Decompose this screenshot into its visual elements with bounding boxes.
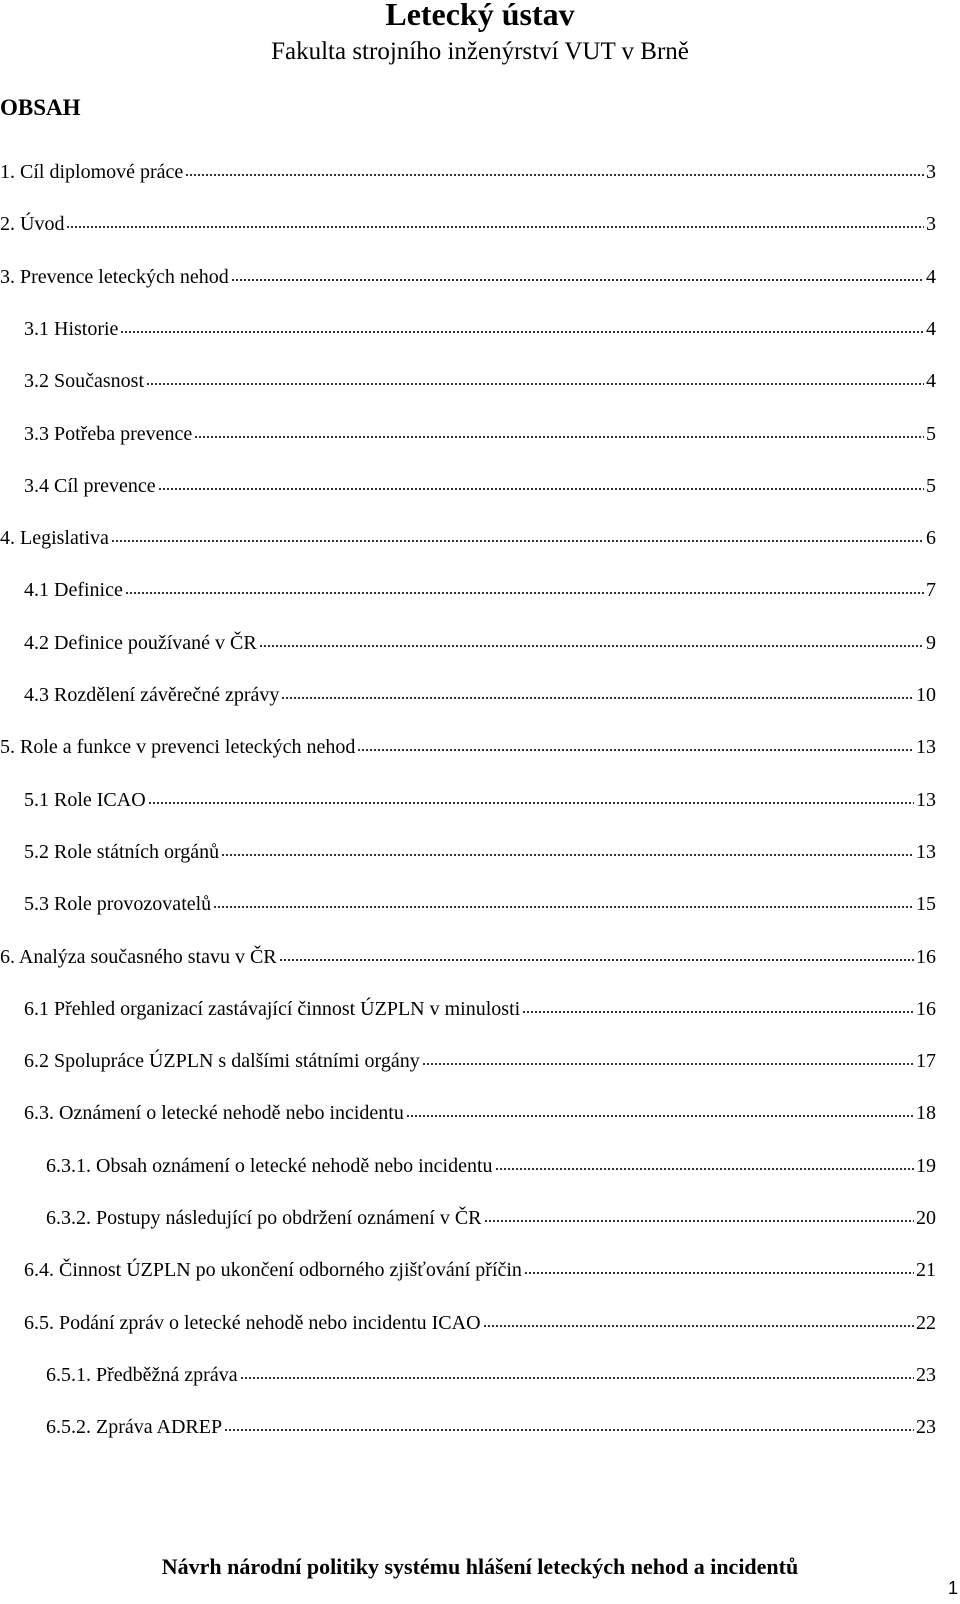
toc-entry-label: 4. Legislativa	[0, 527, 109, 550]
toc-entry-page: 16	[916, 997, 936, 1020]
toc-entry-page: 7	[926, 579, 936, 602]
toc-entry-label: 3.3 Potřeba prevence	[24, 422, 193, 445]
toc-entry-label: 6.3. Oznámení o letecké nehodě nebo incidentu	[24, 1102, 404, 1125]
toc-entry-label: 4.1 Definice	[24, 579, 123, 602]
toc-entry-label: 6.2 Spolupráce ÚZPLN s dalšími státními orgány	[24, 1050, 420, 1073]
toc-entry[interactable]	[24, 786, 936, 813]
toc-entry[interactable]	[24, 995, 936, 1022]
toc-entry-label: 6.3.1. Obsah oznámení o letecké nehodě nebo incidentu	[46, 1154, 493, 1177]
toc-entry-page: 17	[916, 1050, 936, 1073]
page-footer	[0, 1553, 960, 1604]
toc-entry-label: 5.1 Role ICAO	[24, 788, 146, 811]
toc-entry-label: 5. Role a funkce v prevenci leteckých nehod	[0, 736, 356, 759]
toc-entry[interactable]	[24, 1099, 936, 1126]
contents-heading: OBSAH	[0, 95, 81, 120]
toc-entry[interactable]	[46, 1152, 936, 1179]
toc-entry[interactable]	[24, 681, 936, 708]
dot-leader	[522, 995, 914, 1015]
toc-entry[interactable]	[24, 420, 936, 447]
toc-entry[interactable]	[24, 838, 936, 865]
dot-leader	[120, 315, 924, 335]
toc-entry-page: 4	[926, 370, 936, 393]
toc-entry-label: 5.3 Role provozovatelů	[24, 893, 212, 916]
toc-entry-label: 3.1 Historie	[24, 317, 119, 340]
toc-entry-label: 5.2 Role státních orgánů	[24, 840, 220, 863]
dot-leader	[484, 1204, 915, 1224]
toc-entry[interactable]	[0, 210, 936, 237]
toc-entry-page: 15	[916, 893, 936, 916]
dot-leader	[66, 210, 924, 230]
dot-leader	[422, 1047, 914, 1067]
toc-entry-page: 20	[916, 1207, 936, 1229]
toc-entry-page: 13	[916, 788, 936, 811]
toc-entry-label: 6.4. Činnost ÚZPLN po ukončení odborného zjišťování příčin	[24, 1259, 522, 1282]
toc-entry-page: 3	[926, 213, 936, 236]
toc-entry-page: 23	[916, 1416, 936, 1439]
toc-entry-page: 5	[926, 474, 936, 497]
toc-entry[interactable]	[46, 1361, 936, 1388]
toc-entry-page: 4	[926, 317, 936, 340]
dot-leader	[111, 524, 924, 544]
dot-leader	[406, 1099, 914, 1119]
toc-entry[interactable]	[24, 629, 936, 656]
toc-entry-page: 19	[916, 1154, 936, 1177]
dot-leader	[148, 786, 914, 806]
document-title: Návrh národní politiky systému hlášení leteckých nehod a incidentů	[161, 1554, 799, 1579]
toc-entry[interactable]	[46, 1413, 936, 1440]
dot-leader	[357, 733, 914, 753]
dot-leader	[158, 472, 924, 492]
toc-entry-page: 18	[916, 1102, 936, 1125]
toc-entry-label: 6.5. Podání zpráv o letecké nehodě nebo incidentu ICAO	[24, 1311, 481, 1334]
dot-leader	[259, 629, 924, 649]
toc-entry-page: 3	[926, 161, 936, 183]
toc-entry[interactable]	[24, 1256, 936, 1283]
toc-entry-label: 6.1 Přehled organizací zastávající činnost ÚZPLN v minulosti	[24, 997, 521, 1020]
toc-entry[interactable]	[24, 890, 936, 917]
toc-entry-page: 6	[926, 527, 936, 550]
toc-entry[interactable]	[24, 367, 936, 394]
toc-entry-page: 16	[916, 945, 936, 968]
toc-entry-label: 3.4 Cíl prevence	[24, 474, 156, 497]
dot-leader	[213, 890, 914, 910]
dot-leader	[125, 576, 924, 596]
toc-entry[interactable]	[24, 576, 936, 603]
toc-entry-page: 13	[916, 840, 936, 863]
toc-entry-page: 21	[916, 1259, 936, 1282]
dot-leader	[279, 943, 914, 963]
toc-entry-page: 9	[926, 631, 936, 654]
toc-entry-page: 23	[916, 1363, 936, 1386]
toc-entry-page: 13	[916, 736, 936, 759]
dot-leader	[221, 838, 914, 858]
toc-entry-label: 3.2 Současnost	[24, 370, 144, 393]
dot-leader	[224, 1413, 914, 1433]
dot-leader	[240, 1361, 914, 1381]
toc-entry-label: 4.3 Rozdělení závěrečné zprávy	[24, 684, 280, 706]
toc-entry-label: 1. Cíl diplomové práce	[0, 161, 184, 183]
toc-entry[interactable]	[24, 1047, 936, 1074]
toc-entry-label: 4.2 Definice používané v ČR	[24, 631, 257, 654]
toc-entry-page: 4	[926, 265, 936, 288]
toc-entry-label: 6.3.2. Postupy následující po obdržení oznámení v ČR	[46, 1207, 482, 1229]
toc-entry[interactable]	[0, 733, 936, 760]
page-number: 1	[947, 1578, 958, 1598]
toc-entry-page: 22	[916, 1311, 936, 1334]
toc-entry[interactable]	[24, 472, 936, 499]
dot-leader	[185, 158, 924, 178]
toc-entry[interactable]	[24, 1309, 936, 1336]
toc-entry[interactable]	[0, 524, 936, 551]
dot-leader	[281, 681, 914, 701]
dot-leader	[495, 1152, 914, 1172]
toc-entry[interactable]	[0, 158, 936, 185]
dot-leader	[194, 420, 924, 440]
toc-entry-label: 6.5.2. Zpráva ADREP	[46, 1416, 223, 1439]
toc-entry-label: 6.5.1. Předběžná zpráva	[46, 1363, 238, 1386]
dot-leader	[483, 1309, 914, 1329]
toc-entry-label: 3. Prevence leteckých nehod	[0, 265, 229, 288]
toc-entry-label: 6. Analýza současného stavu v ČR	[0, 945, 277, 968]
institute-title: Letecký ústav	[385, 0, 575, 32]
dot-leader	[231, 263, 924, 283]
toc-entry[interactable]	[24, 315, 936, 342]
toc-entry-page: 10	[916, 684, 936, 706]
toc-entry-page: 5	[926, 422, 936, 445]
dot-leader	[146, 367, 924, 387]
toc-entry-label: 2. Úvod	[0, 213, 65, 236]
toc-entry[interactable]	[46, 1204, 936, 1231]
toc-entry[interactable]	[0, 263, 936, 290]
toc-entry[interactable]	[0, 943, 936, 970]
faculty-subtitle: Fakulta strojního inženýrství VUT v Brně	[271, 38, 689, 65]
dot-leader	[524, 1256, 914, 1276]
